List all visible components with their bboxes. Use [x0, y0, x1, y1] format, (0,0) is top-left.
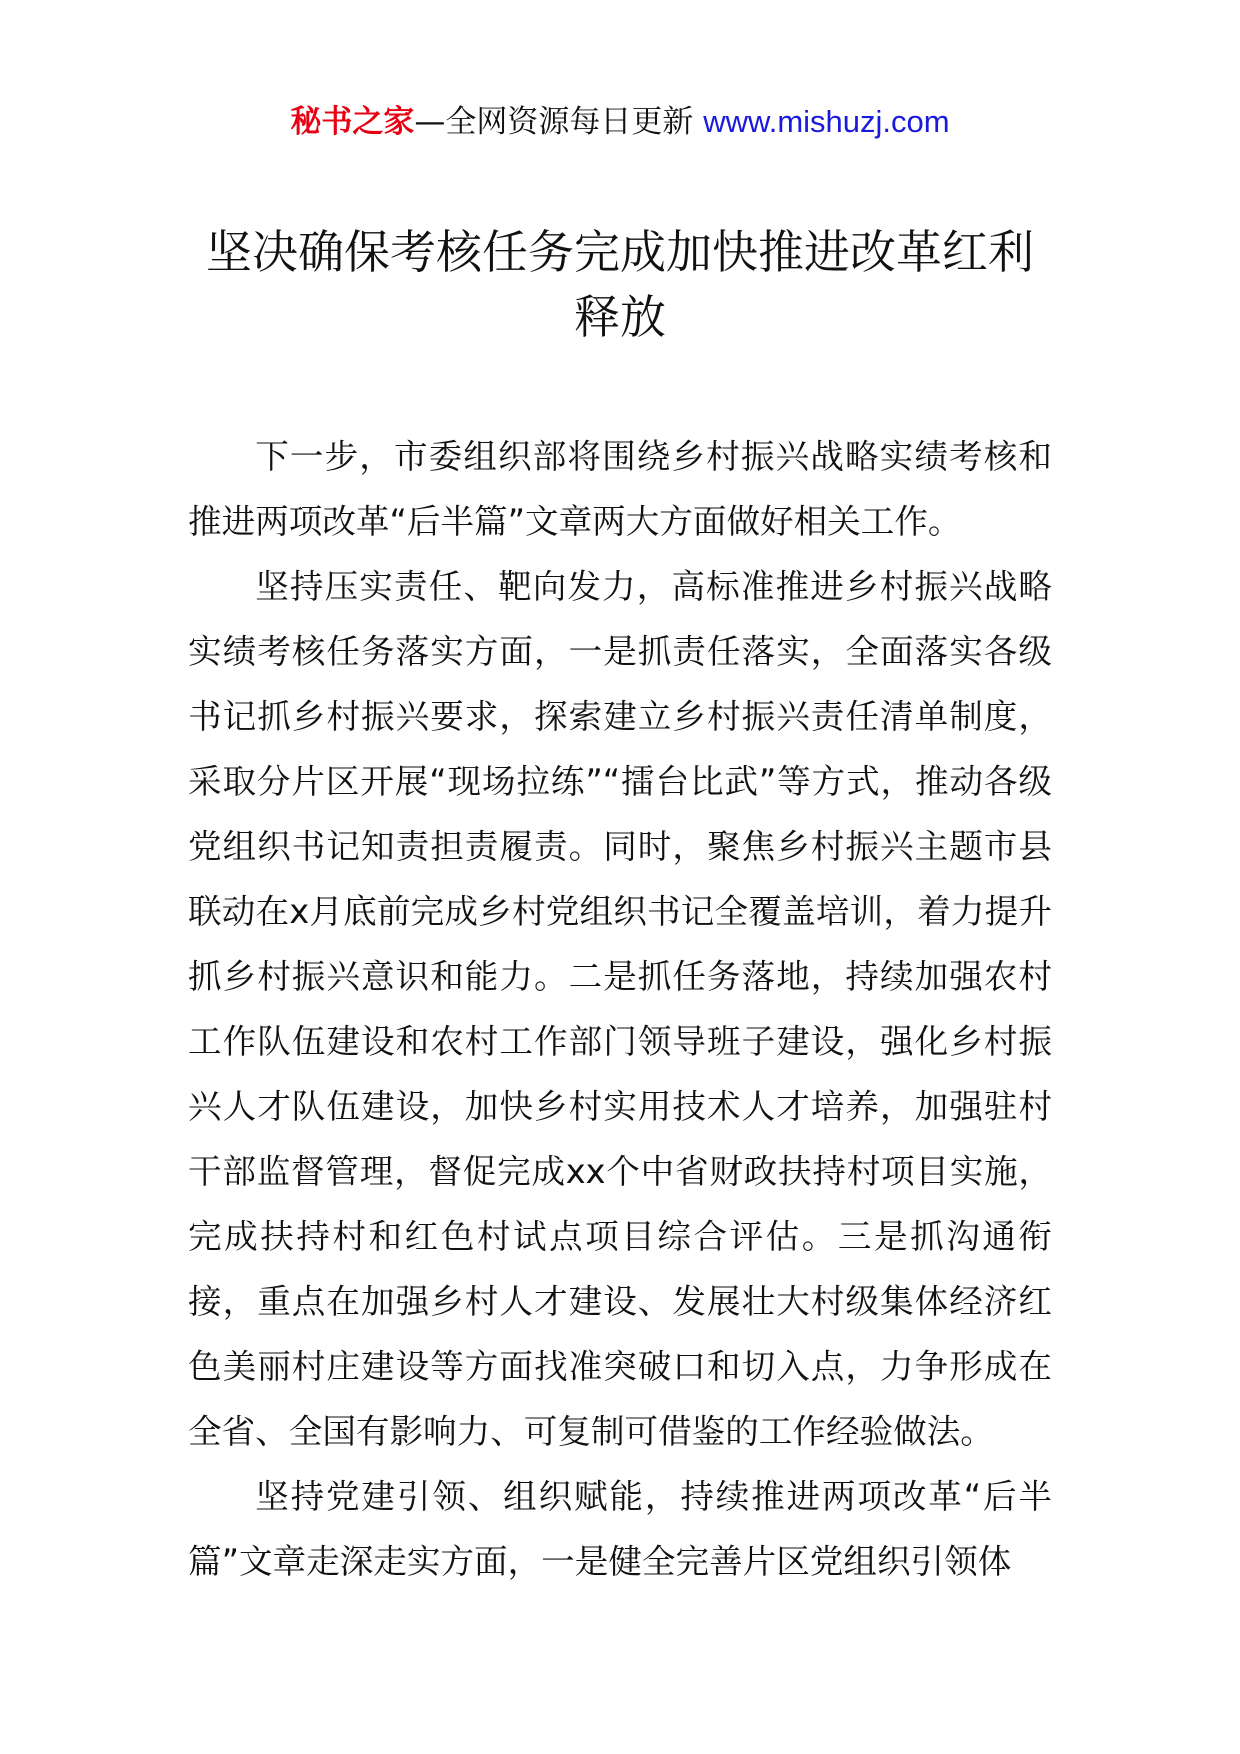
paragraph: 下一步，市委组织部将围绕乡村振兴战略实绩考核和推进两项改革“后半篇”文章两大方面做好相关工作。 [188, 437, 1052, 541]
paragraph: 坚持党建引领、组织赋能，持续推进两项改革“后半篇”文章走深走实方面，一是健全完善片区党组织引领体 [188, 1477, 1052, 1581]
header-slogan: —全网资源每日更新 [414, 104, 704, 140]
watermark-header [0, 100, 1240, 144]
paragraph: 坚持压实责任、靶向发力，高标准推进乡村振兴战略实绩考核任务落实方面，一是抓责任落实，全面落实各级书记抓乡村振兴要求，探索建立乡村振兴责任清单制度，采取分片区开展“现场拉练”“擂台比武”等方式，推动各级党组织书记知责担责履责。同时，聚焦乡村振兴主题市县联动在x月底前完成乡村党组织书记全覆盖培训，着力提升抓乡村振兴意识和能力。二是抓任务落地，持续加强农村工作队伍建设和农村工作部门领导班子建设，强化乡村振兴人才队伍建设，加快乡村实用技术人才培养，加强驻村干部监督管理，督促完成xx个中省财政扶持村项目实施，完成扶持村和红色村试点项目综合评估。三是抓沟通衔接，重点在加强乡村人才建设、发展壮大村级集体经济红色美丽村庄建设等方面找准突破口和切入点，力争形成在全省、全国有影响力、可复制可借鉴的工作经验做法。 [188, 567, 1052, 1451]
document-title: 坚决确保考核任务完成加快推进改革红利释放 [206, 225, 1034, 344]
site-url: www.mishuzj.com [703, 104, 950, 139]
document-body [188, 424, 1052, 1594]
brand-name: 秘书之家 [290, 104, 415, 140]
